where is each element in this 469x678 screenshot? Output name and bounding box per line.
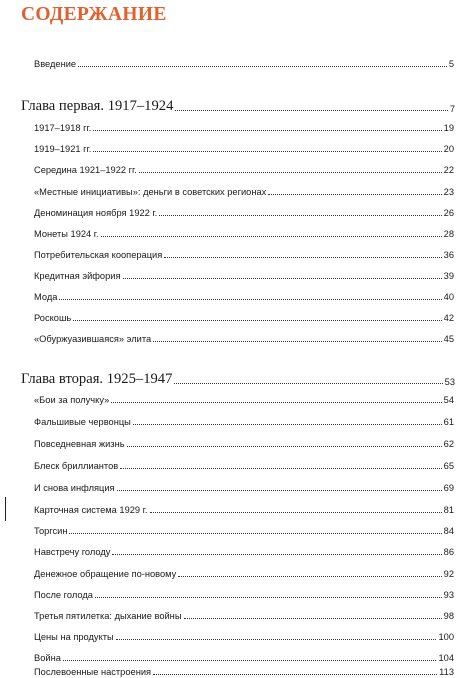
dot-leader: [95, 597, 442, 598]
toc-entry-page: 28: [443, 229, 454, 239]
toc-entry[interactable]: [34, 585, 454, 601]
toc-entry-page: 42: [443, 313, 454, 323]
dot-leader: [159, 215, 441, 216]
toc-entry-label: Война: [34, 653, 61, 663]
toc-entry-label: Повседневная жизнь: [34, 439, 125, 449]
dot-leader: [93, 130, 441, 131]
toc-entry[interactable]: [34, 245, 454, 261]
dot-leader: [63, 660, 437, 661]
chapter-page: 53: [444, 377, 455, 387]
toc-entry-label: Денежное обращение по-новому: [34, 569, 177, 579]
toc-entry-label: Потребительская кооперация: [34, 250, 163, 260]
toc-entry-page: 69: [443, 483, 454, 493]
toc-entry-page: 23: [443, 187, 454, 197]
toc-entry-label: Третья пятилетка: дыхание войны: [34, 611, 182, 621]
toc-entry-label: Роскошь: [34, 313, 72, 323]
toc-entry-label: Фальшивые червонцы: [34, 417, 131, 427]
dot-leader: [116, 639, 437, 640]
page-title: СОДЕРЖАНИЕ: [21, 4, 167, 25]
toc-entry-page: 45: [443, 334, 454, 344]
toc-entry[interactable]: [34, 542, 454, 558]
toc-entry-page: 22: [443, 165, 454, 175]
toc-entry-page: 36: [443, 250, 454, 260]
toc-entry-intro[interactable]: [34, 54, 454, 70]
dot-leader: [111, 402, 441, 403]
dot-leader: [150, 512, 442, 513]
dot-leader: [139, 172, 442, 173]
toc-entry-page: 65: [443, 461, 454, 471]
toc-entry-page: 92: [443, 569, 454, 579]
dot-leader: [174, 383, 442, 384]
toc-entry[interactable]: [34, 329, 454, 345]
toc-entry[interactable]: [34, 118, 454, 134]
toc-entry-label: Мода: [34, 292, 58, 302]
toc-entry[interactable]: [34, 139, 454, 155]
toc-entry[interactable]: [34, 662, 454, 678]
toc-entry-label: Деноминация ноября 1922 г.: [34, 208, 158, 218]
toc-entry[interactable]: [34, 564, 454, 580]
toc-entry-page: 104: [438, 653, 454, 663]
toc-entry-page: 54: [443, 395, 454, 405]
dot-leader: [117, 490, 442, 491]
toc-entry-label: Введение: [34, 59, 77, 69]
toc-entry-page: 19: [443, 123, 454, 133]
dot-leader: [73, 320, 441, 321]
dot-leader: [133, 424, 442, 425]
toc-entry-label: Навстречу голоду: [34, 547, 111, 557]
chapter-heading[interactable]: [21, 95, 455, 115]
toc-entry[interactable]: [34, 287, 454, 303]
toc-entry[interactable]: [34, 521, 454, 537]
toc-entry[interactable]: [34, 478, 454, 494]
dot-leader: [268, 194, 441, 195]
toc-entry-page: 26: [443, 208, 454, 218]
toc-entry-page: 62: [443, 439, 454, 449]
toc-entry-page: 81: [443, 505, 454, 515]
chapter-page: 7: [449, 104, 455, 114]
toc-entry-label: И снова инфляция: [34, 483, 115, 493]
toc-entry-label: Цены на продукты: [34, 632, 114, 642]
toc-entry[interactable]: [34, 203, 454, 219]
chapter-heading[interactable]: [21, 368, 455, 388]
toc-entry-label: Середина 1921–1922 гг.: [34, 165, 137, 175]
toc-entry-label: Торгсин: [34, 526, 68, 536]
dot-leader: [153, 341, 442, 342]
margin-mark: [5, 497, 6, 521]
dot-leader: [175, 110, 447, 111]
toc-entry-page: 20: [443, 144, 454, 154]
toc-entry-page: 5: [448, 59, 454, 69]
dot-leader: [93, 151, 441, 152]
dot-leader: [101, 236, 442, 237]
toc-entry-page: 61: [443, 417, 454, 427]
dot-leader: [120, 468, 441, 469]
dot-leader: [112, 554, 441, 555]
toc-entry[interactable]: [34, 434, 454, 450]
toc-entry-page: 93: [443, 590, 454, 600]
toc-entry-label: «Местные инициативы»: деньги в советских регионах: [34, 187, 267, 197]
toc-entry[interactable]: [34, 627, 454, 643]
dot-leader: [78, 66, 447, 67]
dot-leader: [69, 533, 441, 534]
toc-entry[interactable]: [34, 266, 454, 282]
toc-entry[interactable]: [34, 606, 454, 622]
toc-entry-label: «Обуржуазившаяся» элита: [34, 334, 152, 344]
toc-entry-label: Кредитная эйфория: [34, 271, 121, 281]
toc-entry[interactable]: [34, 182, 454, 198]
dot-leader: [127, 446, 442, 447]
toc-entry-page: 86: [443, 547, 454, 557]
toc-entry-label: 1917–1918 гг.: [34, 123, 92, 133]
toc-entry[interactable]: [34, 500, 454, 516]
toc-entry-page: 98: [443, 611, 454, 621]
dot-leader: [164, 257, 441, 258]
dot-leader: [184, 618, 442, 619]
toc-entry[interactable]: [34, 160, 454, 176]
toc-entry[interactable]: [34, 456, 454, 472]
toc-entry[interactable]: [34, 308, 454, 324]
toc-entry[interactable]: [34, 224, 454, 240]
toc-entry[interactable]: [34, 412, 454, 428]
toc-entry-label: 1919–1921 гг.: [34, 144, 92, 154]
dot-leader: [123, 278, 442, 279]
toc-entry-label: «Бои за получку»: [34, 395, 110, 405]
toc-entry-label: Монеты 1924 г.: [34, 229, 99, 239]
chapter-title: Глава первая. 1917–1924: [21, 98, 174, 114]
toc-entry-label: После голода: [34, 590, 93, 600]
toc-entry-label: Блеск бриллиантов: [34, 461, 119, 471]
toc-entry-page: 100: [438, 632, 454, 642]
toc-entry-page: 40: [443, 292, 454, 302]
chapter-title: Глава вторая. 1925–1947: [21, 371, 173, 387]
toc-entry-page: 113: [439, 667, 454, 677]
toc-entry-label: Карточная система 1929 г.: [34, 505, 148, 515]
dot-leader: [59, 299, 441, 300]
dot-leader: [178, 576, 441, 577]
toc-entry-page: 84: [443, 526, 454, 536]
toc-entry-page: 39: [443, 271, 454, 281]
toc-entry-label: Послевоенные настроения: [34, 667, 152, 677]
dot-leader: [153, 674, 437, 675]
toc-entry[interactable]: [34, 390, 454, 406]
